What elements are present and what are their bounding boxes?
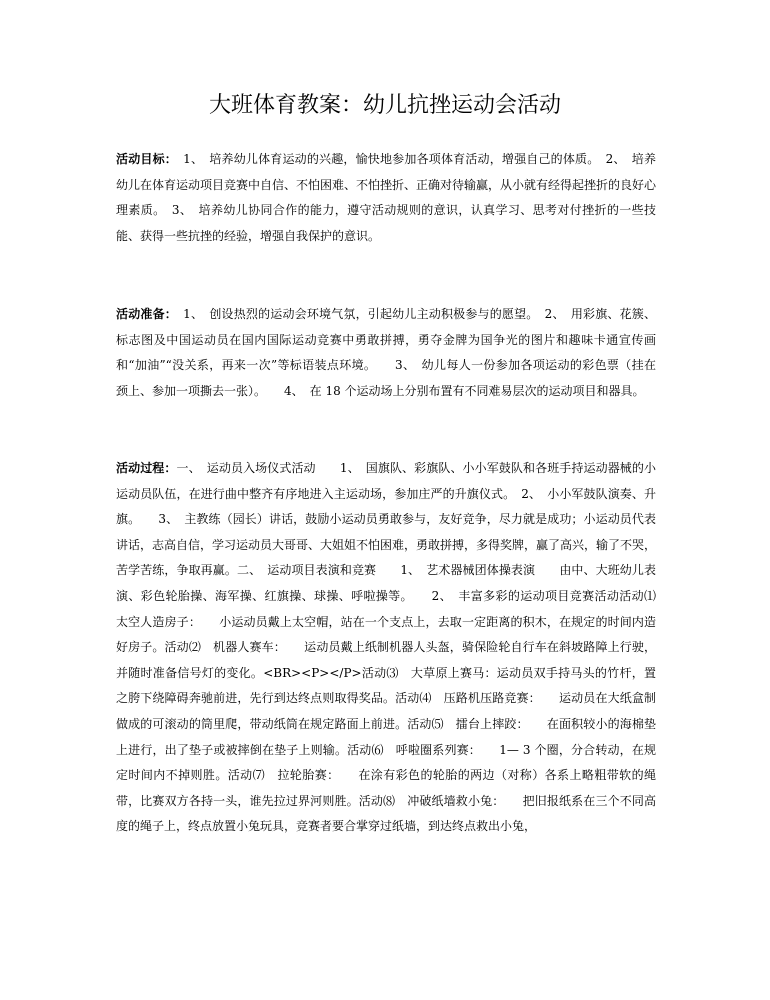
section-process	[116, 456, 669, 840]
page-title: 大班体育教案：幼儿抗挫运动会活动	[208, 93, 561, 118]
section-preparation	[116, 302, 669, 404]
section-body: 1、 培养幼儿体育运动的兴趣，愉快地参加各项体育活动，增强自己的体质。 2、 培养幼儿在体育运动项目竞赛中自信、不怕困难、不怕挫折、正确对待输赢，从小就有经得起挫折的良好心理素质。 3、 培养幼儿协同合作的能力，遵守活动规则的意识，认真学习、思考对付挫折的一些技能、获得一些抗挫的经验，增强自我保护的意识。	[116, 152, 657, 243]
section-label: 活动准备：	[116, 307, 171, 321]
section-objectives	[116, 147, 656, 249]
section-body: 一、 运动员入场仪式活动 1、 国旗队、彩旗队、小小军鼓队和各班手持运动器械的小运动员队伍，在进行曲中整齐有序地进入主运动场，参加庄严的升旗仪式。 2、 小小军鼓队演奏、升旗。 3、 主教练（园长）讲话，鼓励小运动员勇敢参与，友好竞争，尽力就是成功；小运动员代表讲话，志高自信，学习运动员大哥哥、大姐姐不怕困难，勇敢拼搏，多得奖牌，赢了高兴，输了不哭，苦学苦练，争取再赢。二、 运动项目表演和竞赛 1、 艺术器械团体操表演 由中、大班幼儿表演、彩色轮胎操、海军操、红旗操、球操、呼啦操等。 2、 丰富多彩的运动项目竞赛活动活动⑴ 太空人造房子： 小运动员戴上太空帽，站在一个支点上，去取一定距离的积木，在规定的时间内造好房子。活动⑵ 机器人赛车： 运动员戴上纸制机器人头盔，骑保险轮自行车在斜坡路障上行驶，并随时准备信号灯的变化。<BR><P></P>活动⑶ 大草原上赛马：运动员双手持马头的竹杆，置之胯下绕障碍奔驰前进，先行到达终点则取得奖品。活动⑷ 压路机压路竞赛： 运动员在大纸盒制做成的可滚动的筒里爬，带动纸筒在规定路面上前进。活动⑸ 擂台上摔跤： 在面积较小的海棉垫上进行，出了垫子或被摔倒在垫子上则输。活动⑹ 呼啦圈系列赛： 1— 3 个圈，分合转动，在规定时间内不掉则胜。活动⑺ 拉轮胎赛： 在涂有彩色的轮胎的两边（对称）各系上略粗带软的绳带，比赛双方各持一头，谁先拉过界河则胜。活动⑻ 冲破纸墙救小兔： 把旧报纸系在三个不同高度的绳子上，终点放置小兔玩具，竞赛者要合掌穿过纸墙，到达终点救出小兔，	[116, 461, 669, 834]
section-label: 活动过程：	[116, 461, 177, 475]
section-label: 活动目标：	[116, 152, 171, 166]
section-body: 1、 创设热烈的运动会环境气氛，引起幼儿主动积极参与的愿望。 2、 用彩旗、花簇、标志图及中国运动员在国内国际运动竞赛中勇敢拼搏，勇夺金牌为国争光的图片和趣味卡通宣传画和“加油”“没关系，再来一次”等标语装点环境。 3、 幼儿每人一份参加各项运动的彩色票（挂在 颈上、参加一项撕去一张）。 4、 在 18 个运动场上分别布置有不同难易层次的运动项目和器具。	[116, 307, 669, 398]
